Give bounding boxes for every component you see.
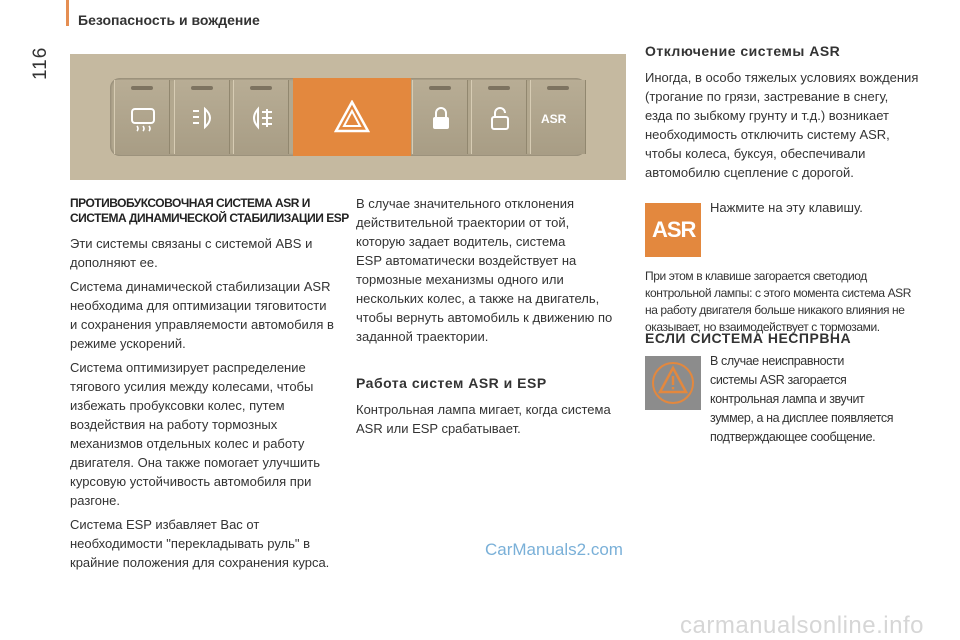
text-line: чтобы вернуть автомобиль к движению по [356,310,613,325]
text-line: режиме ускорений. [70,336,186,351]
paragraph [70,358,340,510]
text-line: подтверждающее сообщение. [710,430,876,444]
text-line: дополняют ее. [70,255,158,270]
page-number: 116 [30,46,51,80]
text-line: тормозные механизмы одного или [356,272,564,287]
section-heading-malfunction: ЕСЛИ СИСТЕМА НЕСПРВНА [645,330,852,346]
middle-column-text [356,194,636,346]
watermark-text: carmanualsonline.info [680,612,924,639]
section-heading-asr-off: Отключение системы ASR [645,43,841,59]
text-line: на работу двигателя больше никакого влияния не [645,303,905,317]
text-line: В случае неисправности [710,354,844,368]
paragraph [70,234,340,272]
central-lock-button [412,80,468,154]
text-line: При этом в клавише загорается светодиод [645,269,867,283]
text-line: курсовую устойчивость автомобиля при [70,474,312,489]
text-line: механизмов отдельных колес и работу [70,436,305,451]
text-line: езда по зыбкому грунту и т.д.) возникает [645,108,889,123]
text-line: В случае значительного отклонения [356,196,575,211]
text-line: избежать пробуксовки колес, путем [70,398,285,413]
section-header: Безопасность и вождение [78,12,260,28]
text-line: ESP автоматически воздействует на [356,253,577,268]
indicator-led [131,86,153,90]
rear-fog-light-icon [248,106,276,132]
text-line: системы ASR загорается [710,373,847,387]
text-line: контрольная лампа и звучит [710,392,865,406]
rear-defrost-button [114,80,170,154]
text-line: оказывает, но взаимодействует с тормозами. [645,320,880,334]
indicator-led [191,86,213,90]
text-line: воздействия на работу тормозных [70,417,278,432]
right-column-text [645,68,945,182]
text-line: Система динамической стабилизации ASR [70,279,331,294]
indicator-led [488,86,510,90]
hazard-warning-icon [334,100,370,134]
text-line: Система ESP избавляет Вас от [70,517,260,532]
indicator-led [429,86,451,90]
text-line: чтобы колеса, буксуя, обеспечивали [645,146,866,161]
front-fog-light-button [174,80,230,154]
rear-defrost-icon [129,106,157,132]
text-line: разгоне. [70,493,120,508]
text-line: которую задает водитель, система [356,234,566,249]
warning-lamp-icon [645,356,701,410]
rear-fog-light-button [233,80,289,154]
press-key-text: Нажмите на эту клавишу. [710,200,863,215]
section-heading-operation: Работа систем ASR и ESP [356,375,547,391]
text-line: Иногда, в особо тяжелых условиях вождения [645,70,919,85]
text-line: тягового усилия между колесами, чтобы [70,379,314,394]
hazard-warning-button [293,78,411,156]
malfunction-warning-illustration [645,356,701,410]
text-line: необходима для оптимизации тяговитости [70,298,327,313]
paragraph [70,277,340,353]
header-accent-bar [66,0,69,26]
text-line: нескольких колес, а также на двигатель, [356,291,600,306]
asr-off-button [530,80,586,154]
asr-key-illustration [645,203,701,257]
text-line: действительной траектории от той, [356,215,570,230]
text-line: Система оптимизирует распределение [70,360,306,375]
text-line: Контрольная лампа мигает, когда система [356,402,611,417]
text-line: ASR или ESP срабатывает. [356,421,521,436]
heading-line: СИСТЕМА ДИНАМИЧЕСКОЙ СТАБИЛИЗАЦИИ ESP [70,211,349,225]
unlock-icon [486,106,514,132]
watermark-link[interactable]: CarManuals2.com [485,540,623,559]
left-column-text [70,234,340,572]
unlock-button [471,80,527,154]
asr-button-icon: ASR [541,112,567,126]
section-heading-asr-esp [70,196,349,226]
heading-line: ПРОТИВОБУКСОВОЧНАЯ СИСТЕМА ASR И [70,196,310,210]
text-line: автомобилю сцепление с дорогой. [645,165,854,180]
front-fog-light-icon [189,106,217,132]
text-line: (трогание по грязи, застревание в снегу, [645,89,889,104]
text-line: необходимость отключить систему ASR, [645,127,890,142]
indicator-led [547,86,569,90]
paragraph [70,515,340,572]
asr-label: ASR [652,217,696,242]
text-line: контрольной лампы: с этого момента система ASR [645,286,912,300]
text-line: и сохранения управляемости автомобиля в [70,317,334,332]
middle-column-text-2 [356,400,636,438]
lock-icon [427,106,455,132]
text-line: крайние положения для сохранения курса. [70,555,330,570]
text-line: зуммер, а на дисплее появляется [710,411,894,425]
text-line: необходимости "перекладывать руль" в [70,536,311,551]
text-line: двигателя. Она также помогает улучшить [70,455,320,470]
text-line: заданной траектории. [356,329,489,344]
right-column-note [645,268,945,336]
indicator-led [250,86,272,90]
malfunction-text [710,352,950,447]
text-line: Эти системы связаны с системой ABS и [70,236,313,251]
